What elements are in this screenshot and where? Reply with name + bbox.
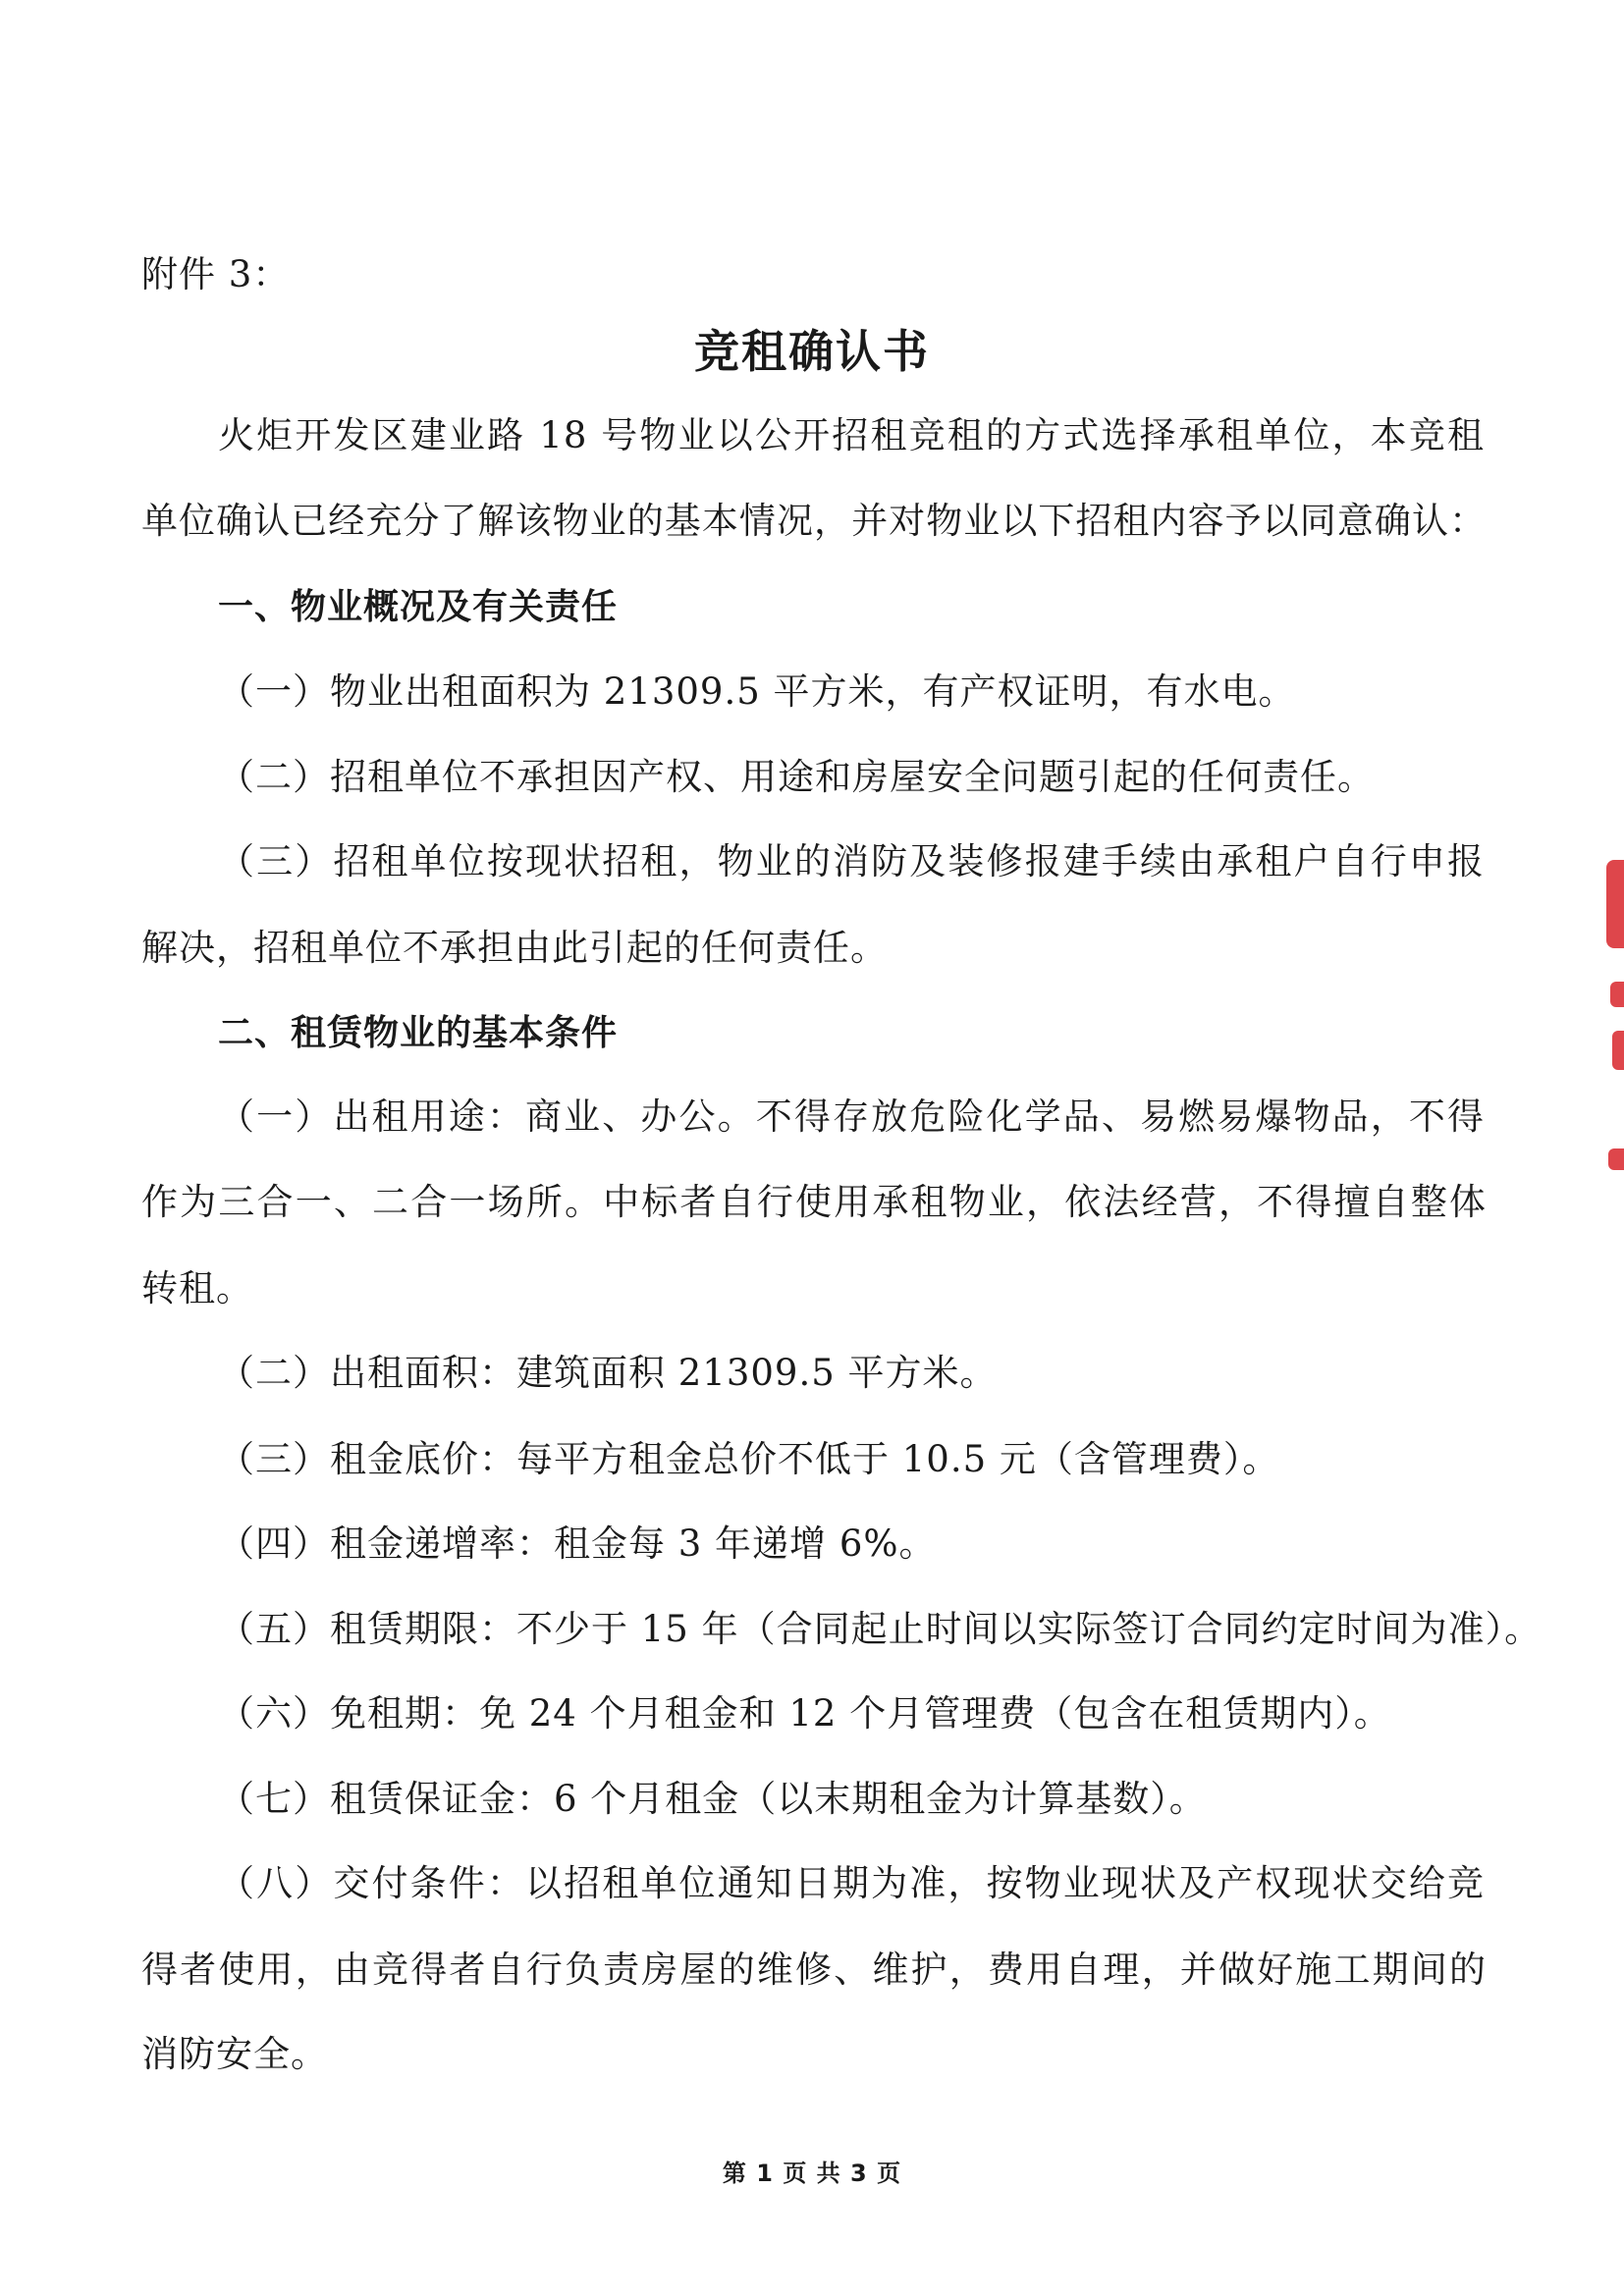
section1-heading: 一、物业概况及有关责任	[218, 587, 619, 627]
intro-line-1: 火炬开发区建业路 18 号物业以公开招租竞租的方式选择承租单位，本竞租	[218, 414, 1485, 456]
section2-item-1-line-2: 作为三合一、二合一场所。中标者自行使用承租物业，依法经营，不得擅自整体	[141, 1181, 1487, 1223]
section2-item-7: （七）租赁保证金：6 个月租金（以末期租金为计算基数）。	[218, 1778, 1207, 1820]
section2-item-3: （三）租金底价：每平方租金总价不低于 10.5 元（含管理费）。	[218, 1438, 1280, 1480]
section2-item-8-line-1: （八）交付条件：以招租单位通知日期为准，按物业现状及产权现状交给竞	[218, 1862, 1485, 1904]
section1-item-1: （一）物业出租面积为 21309.5 平方米，有产权证明，有水电。	[218, 670, 1296, 713]
seal-edge-mark	[1608, 1148, 1624, 1170]
page-footer: 第 1 页 共 3 页	[722, 2160, 902, 2187]
section2-item-2: （二）出租面积：建筑面积 21309.5 平方米。	[218, 1352, 998, 1394]
section2-item-6: （六）免租期：免 24 个月租金和 12 个月管理费（包含在租赁期内）。	[218, 1692, 1391, 1735]
section2-item-1-line-3: 转租。	[141, 1267, 253, 1309]
section2-item-4: （四）租金递增率：租金每 3 年递增 6%。	[218, 1522, 937, 1565]
section2-item-5: （五）租赁期限：不少于 15 年（合同起止时间以实际签订合同约定时间为准）。	[218, 1608, 1543, 1650]
section2-item-8-line-3: 消防安全。	[141, 2033, 328, 2075]
section2-item-1-line-1: （一）出租用途：商业、办公。不得存放危险化学品、易燃易爆物品，不得	[218, 1095, 1485, 1138]
document-title: 竞租确认书	[694, 325, 930, 378]
section2-heading: 二、租赁物业的基本条件	[218, 1013, 619, 1053]
section1-item-3-line-1: （三）招租单位按现状招租，物业的消防及装修报建手续由承租户自行申报	[218, 840, 1485, 882]
section2-item-8-line-2: 得者使用，由竞得者自行负责房屋的维修、维护，费用自理，并做好施工期间的	[141, 1949, 1487, 1991]
seal-edge-mark	[1610, 982, 1624, 1007]
seal-edge-mark	[1612, 1031, 1624, 1070]
seal-edge-mark	[1606, 860, 1624, 948]
section1-item-2: （二）招租单位不承担因产权、用途和房屋安全问题引起的任何责任。	[218, 756, 1375, 798]
intro-line-2: 单位确认已经充分了解该物业的基本情况，并对物业以下招租内容予以同意确认：	[141, 500, 1487, 542]
attachment-label: 附件 3：	[141, 253, 291, 295]
section1-item-3-line-2: 解决，招租单位不承担由此引起的任何责任。	[141, 927, 888, 969]
